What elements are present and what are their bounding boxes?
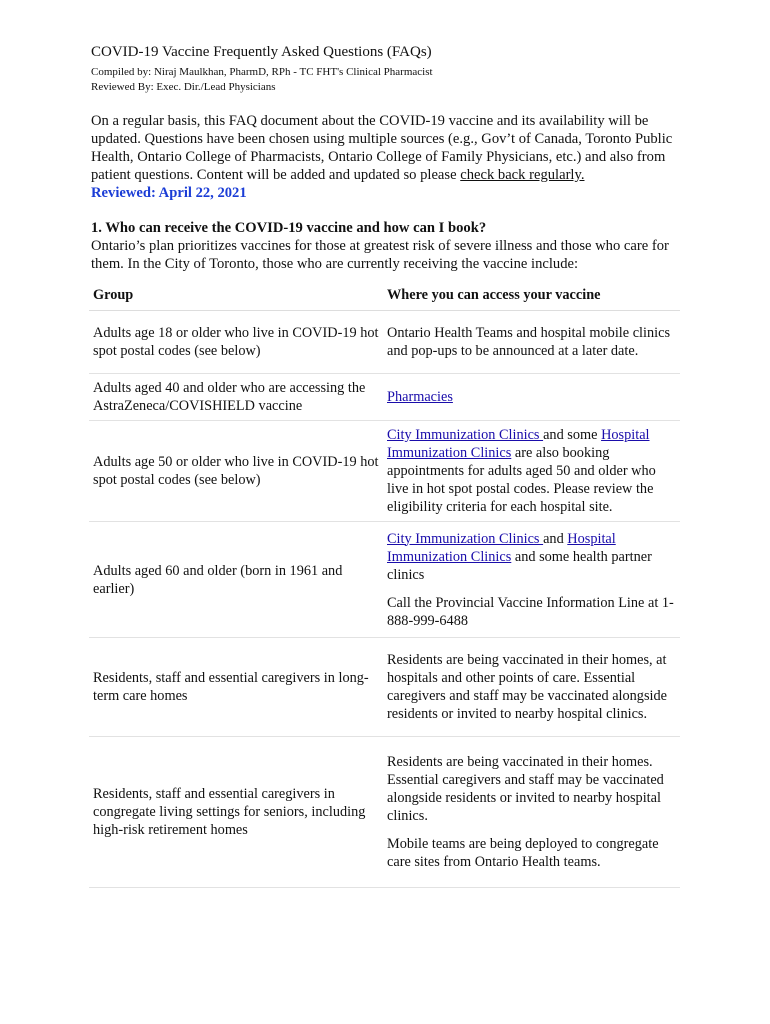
question-1-body: Ontario’s plan prioritizes vaccines for those at greatest risk of severe illness and those who care for them. In the City of Toronto, those who are currently receiving the vaccine include:	[91, 238, 669, 272]
hospital-immunization-clinics-link[interactable]: Hospital Immunization Clinics	[387, 427, 650, 461]
table-row	[89, 522, 680, 638]
access-text: and some	[543, 427, 602, 443]
intro-text: On a regular basis, this FAQ document about the COVID-19 vaccine and its availability will be updated. Questions have been chosen using multiple sources (e.g., Gov’t of Canada, Toronto Public Health, Ontario College of Pharmacists, Ontario College of Family Physicians, etc.) and also from patient questions. Content will be added and updated so please	[91, 113, 673, 183]
document-title: COVID-19 Vaccine Frequently Asked Questions (FAQs)	[91, 44, 432, 60]
access-cell	[383, 522, 680, 638]
pharmacies-link[interactable]: Pharmacies	[387, 389, 453, 405]
question-1-heading: 1. Who can receive the COVID-19 vaccine and how can I book?	[91, 220, 487, 236]
city-immunization-clinics-link[interactable]: City Immunization Clinics	[387, 530, 544, 547]
group-cell: Residents, staff and essential caregivers in congregate living settings for seniors, including high-risk retirement homes	[89, 737, 383, 888]
access-text: and some health partner clinics	[387, 548, 652, 583]
table-row	[89, 374, 680, 421]
access-paragraph: Mobile teams are being deployed to congregate care sites from Ontario Health teams.	[387, 836, 659, 870]
hospital-immunization-clinics-link[interactable]: Hospital Immunization Clinics	[387, 530, 616, 565]
group-cell: Adults aged 60 and older (born in 1961 and earlier)	[89, 522, 383, 638]
access-text: and	[543, 530, 568, 547]
check-back-text: check back regularly.	[460, 167, 585, 183]
group-cell: Residents, staff and essential caregivers in long-term care homes	[89, 638, 383, 737]
access-cell: Ontario Health Teams and hospital mobile clinics and pop-ups to be announced at a later date.	[383, 311, 680, 374]
access-cell	[383, 737, 680, 888]
table-row	[89, 311, 680, 374]
table-row	[89, 638, 680, 737]
access-paragraph: Residents are being vaccinated in their homes. Essential caregivers and staff may be vaccinated alongside residents or invited to nearby hospital clinics.	[387, 754, 664, 824]
reviewed-by: Reviewed By: Exec. Dir./Lead Physicians	[91, 81, 276, 93]
group-cell: Adults age 50 or older who live in COVID-19 hot spot postal codes (see below)	[89, 421, 383, 522]
access-paragraph	[387, 530, 676, 584]
city-immunization-clinics-link[interactable]: City Immunization Clinics	[387, 427, 544, 443]
reviewed-date: Reviewed: April 22, 2021	[91, 185, 247, 201]
header-group: Group	[89, 279, 383, 311]
table-row	[89, 737, 680, 888]
access-paragraph: Call the Provincial Vaccine Information Line at 1-888-999-6488	[387, 594, 674, 629]
access-text: are also booking appointments for adults aged 50 and older who live in hot spot postal codes. Please review the eligibility criteria for each hospital site.	[387, 445, 656, 515]
access-cell	[383, 374, 680, 421]
access-cell	[383, 421, 680, 522]
group-cell: Adults age 18 or older who live in COVID-19 hot spot postal codes (see below)	[89, 311, 383, 374]
group-cell: Adults aged 40 and older who are accessing the AstraZeneca/COVISHIELD vaccine	[89, 374, 383, 421]
table-header-row	[89, 279, 680, 311]
table-row	[89, 421, 680, 522]
vaccine-access-table	[89, 279, 680, 888]
intro-paragraph	[91, 112, 681, 202]
compiled-by: Compiled by: Niraj Maulkhan, PharmD, RPh - TC FHT's Clinical Pharmacist	[91, 66, 433, 78]
access-cell: Residents are being vaccinated in their homes, at hospitals and other points of care. Essential caregivers and staff may be vaccinated alongside residents or invited to nearby hospital clinics.	[383, 638, 680, 737]
header-access: Where you can access your vaccine	[383, 279, 680, 311]
